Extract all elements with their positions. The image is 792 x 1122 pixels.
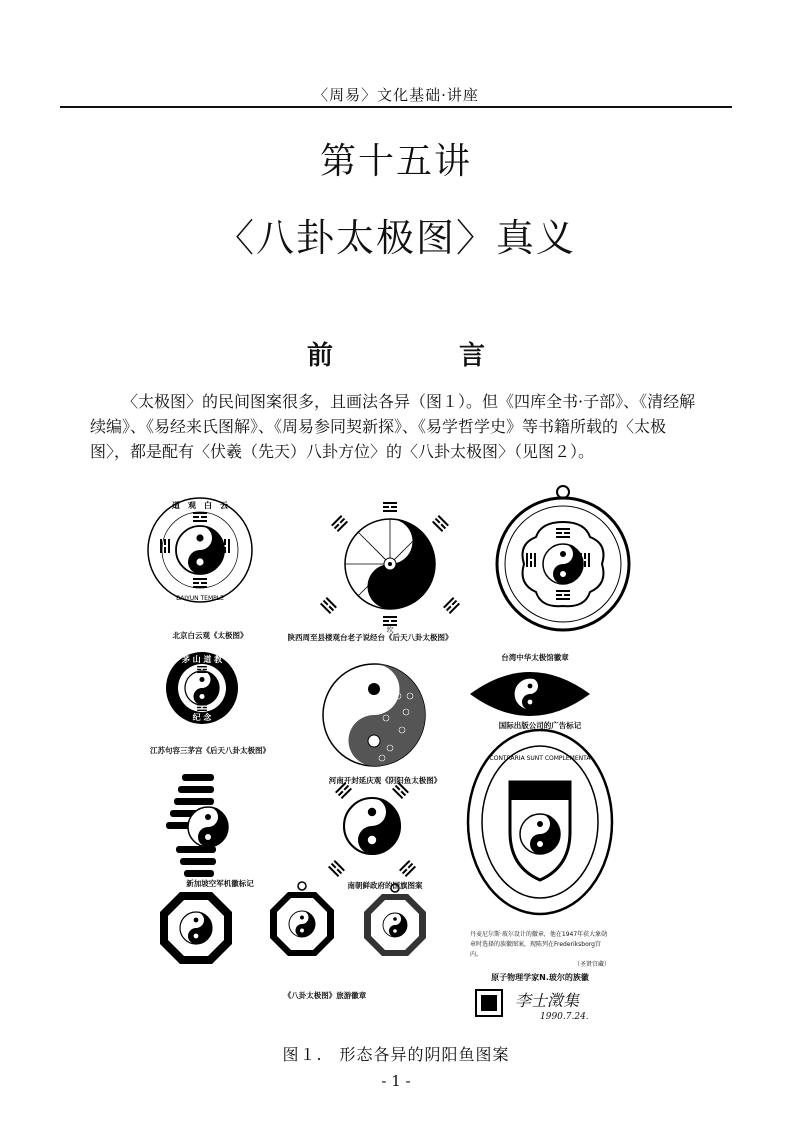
bagua-badge-2: [270, 882, 334, 956]
louguantai-bagua-taiji: [320, 502, 460, 634]
bohr-note-text: 丹麦尼尔斯·玻尔设计的徽章，他在1947年获大象勋章时选择的族徽图案，现陈列在Frederiksborg宫内。: [470, 931, 608, 958]
singapore-air-force-insignia: [166, 774, 228, 877]
signature-date: 1990.7.24.: [540, 1012, 589, 1022]
lecture-title: 第十五讲: [319, 141, 472, 182]
svg-text:道 观 白 云: 道 观 白 云: [172, 501, 228, 510]
caption-bohr: 原子物理学家N.玻尔的族徽: [491, 973, 589, 982]
svg-text:BAIYUN TEMPLE: BAIYUN TEMPLE: [176, 595, 224, 602]
running-header: 〈周易〉文化基础·讲座: [313, 86, 479, 104]
bohr-note-source: （圣贤宫藏）: [573, 961, 610, 968]
caption-badges: 《八卦太极图》旅游徽章: [283, 991, 367, 1000]
svg-text:茅 山 道 教: 茅 山 道 教: [181, 655, 223, 664]
svg-text:纪 念: 纪 念: [192, 713, 212, 722]
signature: 李士澂集: [515, 991, 580, 1010]
taiwan-taiji-medal: [497, 486, 629, 630]
bohr-motto: CONTRARIA SUNT COMPLEMENTA: [489, 755, 591, 762]
caption-baiyun: 北京白云观《太极图》: [172, 631, 248, 640]
kaifeng-yin-yang-fish: [323, 664, 425, 766]
header-rule: [60, 106, 732, 108]
bagua-badge-3: [364, 884, 426, 956]
paragraph-text: 〈太极图〉的民间图案很多，且画法各异（图１）。但《四库全书·子部》、《清经解续编》、《易经来氏图解》、《周易参同契新探》、《易学哲学史》等书籍所载的〈太极图〉，都是配有〈伏羲（先天）八卦方位〉的〈八卦太极图〉（见图２）。: [90, 392, 696, 461]
publishing-company-eye-logo: [470, 672, 590, 716]
figure-caption: 图１. 形态各异的阴阳鱼图案: [282, 1045, 510, 1064]
caption-publishing: 国际出版公司的广告标记: [498, 721, 582, 730]
section-heading: 前 言: [306, 341, 535, 371]
caption-kaifeng: 河南开封延庆观《阴阳鱼太极图》: [328, 776, 442, 785]
intro-paragraph: [90, 389, 702, 464]
lecture-subtitle: 〈八卦太极图〉真义: [215, 216, 576, 260]
caption-louguantai: 陕西周至县楼观台老子说经台《后天八卦太极图》: [287, 633, 453, 642]
caption-korea: 南朝鲜政府的国旗图案: [347, 881, 423, 890]
maoshan-bagua-taiji: [166, 652, 238, 724]
bagua-badge-1: [160, 892, 232, 964]
baiyun-guan-taiji: [148, 498, 252, 602]
collector-seal: [476, 990, 502, 1016]
page-number: - 1 -: [381, 1072, 411, 1090]
caption-maoshan: 江苏句容三茅宫《后天八卦太极图》: [150, 746, 270, 755]
caption-taiwan: 台湾中华太极馆徽章: [501, 653, 569, 662]
niels-bohr-coat-of-arms: [468, 730, 612, 914]
caption-singapore: 新加坡空军机徽标记: [186, 879, 254, 888]
svg-text:坎: 坎: [386, 626, 394, 634]
korea-flag-emblem: [326, 780, 418, 877]
bohr-note: [470, 930, 610, 970]
